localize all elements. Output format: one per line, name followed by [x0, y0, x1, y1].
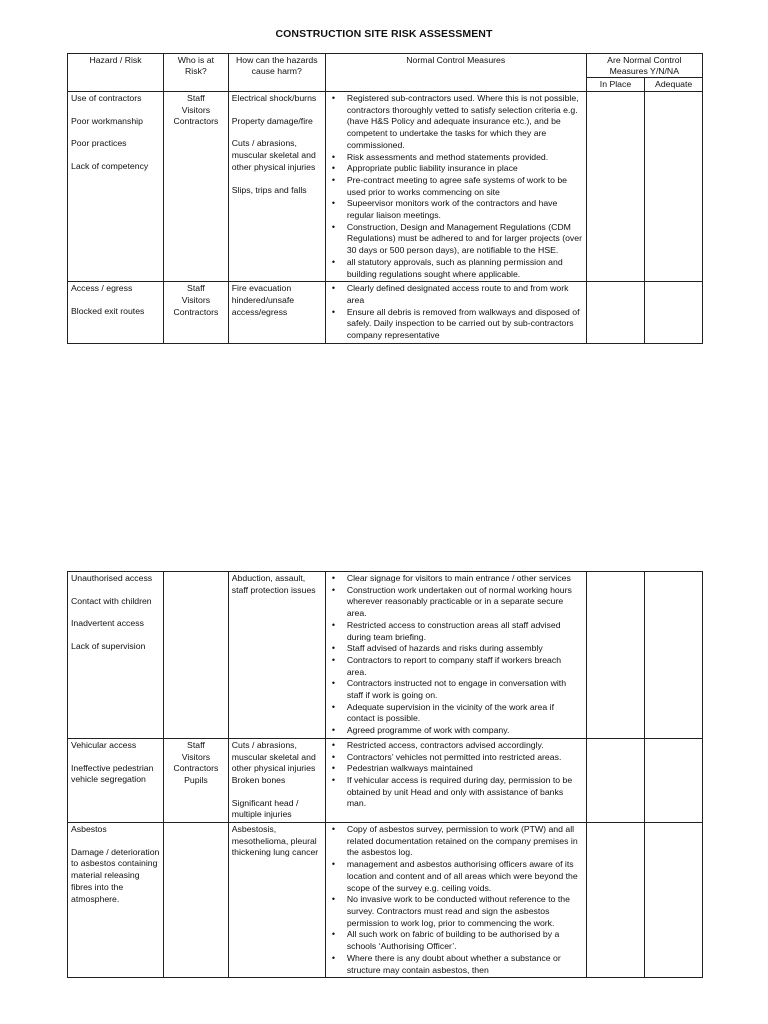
hazard-text: Access / egress: [71, 283, 133, 294]
control-measure-item: • Supeervisor monitors work of the contractors and have regular liaison meetings.: [347, 198, 583, 221]
control-measure-item: • Registered sub-contractors used. Where this is not possible, contractors thoroughly vetted to satisfy selection criteria e.g. (have H&S Policy and adequate insurance etc.), and be competent to undertake the tasks for which they are commissioned.: [347, 93, 583, 152]
header-hazard: Hazard / Risk: [68, 54, 164, 92]
who-at-risk-cell: [164, 738, 229, 822]
hazard-text: Contact with children: [71, 595, 152, 606]
who-at-risk-text: Contractors: [173, 306, 219, 317]
control-measures-list: [329, 740, 583, 810]
hazard-text-spacer: [71, 585, 160, 596]
how-harm-text: Property damage/fire: [231, 115, 313, 126]
control-measure-item: • Construction work undertaken out of normal working hours wherever reasonably practicable or in a separate secure area.: [347, 585, 583, 620]
who-at-risk-cell: [164, 823, 229, 978]
hazard-text: Poor practices: [71, 138, 127, 149]
control-measure-item: • Agreed programme of work with company.: [347, 725, 583, 737]
who-at-risk-text: Contractors: [173, 763, 219, 774]
hazard-text-spacer: [71, 295, 160, 306]
control-measure-item: • Pedestrian walkways maintained: [347, 763, 583, 775]
who-at-risk-cell: [164, 572, 229, 739]
table-row: [68, 282, 703, 344]
in-place-cell: [586, 92, 645, 282]
control-measures-list: [329, 824, 583, 976]
control-measure-item: • If vehicular access is required during day, permission to be obtained by unit Head and only with assistance of banks man.: [347, 775, 583, 810]
control-measure-item: • All such work on fabric of building to be authorised by a schools ‘Authorising Officer’.: [347, 929, 583, 952]
hazard-text: Poor workmanship: [71, 115, 143, 126]
hazard-text: Use of contractors: [71, 93, 142, 103]
hazard-text: Unauthorised access: [71, 573, 153, 583]
how-harm-text-spacer: [232, 127, 322, 138]
control-measure-item: • management and asbestos authorising officers aware of its location and content and of all areas which were beyond the scope of the survey e.g. ceiling voids.: [347, 859, 583, 894]
who-at-risk-text: Visitors: [181, 751, 211, 762]
control-measures-list: [329, 573, 583, 737]
header-control-measures: Normal Control Measures: [325, 54, 586, 92]
table-row: [68, 92, 703, 282]
hazard-text-spacer: [71, 150, 160, 161]
how-harm-cell: [228, 92, 325, 282]
hazard-text-spacer: [71, 630, 160, 641]
who-at-risk-text: Contractors: [173, 116, 219, 127]
control-measure-item: • Contractors to report to company staff if workers breach area.: [347, 655, 583, 678]
header-who-at-risk: Who is at Risk?: [164, 54, 229, 92]
hazard-text-spacer: [71, 836, 160, 847]
who-at-risk-text: Staff: [187, 739, 205, 750]
control-measure-item: • Clear signage for visitors to main entrance / other services: [347, 573, 583, 585]
control-measures-list: [329, 93, 583, 280]
hazard-text: Ineffective pedestrian vehicle segregation: [71, 762, 154, 785]
hazard-text-spacer: [71, 127, 160, 138]
who-at-risk-cell: [164, 282, 229, 344]
hazard-text: Lack of competency: [71, 161, 149, 172]
how-harm-cell: [228, 282, 325, 344]
header-adequate: Adequate: [645, 78, 703, 92]
adequate-cell: [645, 92, 703, 282]
who-at-risk-text: Visitors: [181, 294, 211, 305]
how-harm-cell: [228, 572, 325, 739]
hazard-text: Damage / deterioration to asbestos containing material releasing fibres into the atmosphere.: [71, 846, 160, 904]
control-measure-item: • Restricted access, contractors advised accordingly.: [347, 740, 583, 752]
how-harm-text: Cuts / abrasions, muscular skeletal and other physical injuries: [231, 138, 316, 172]
risk-assessment-table-continued: [67, 571, 703, 978]
control-measures-cell: [325, 92, 586, 282]
hazard-text-spacer: [71, 105, 160, 116]
hazard-text: Lack of supervision: [71, 641, 146, 652]
how-harm-text-spacer: [232, 787, 322, 798]
control-measure-item: • Staff advised of hazards and risks during assembly: [347, 643, 583, 655]
adequate-cell: [645, 823, 703, 978]
table-row: [68, 738, 703, 822]
who-at-risk-text: Pupils: [184, 774, 208, 785]
control-measure-item: • Ensure all debris is removed from walkways and disposed of safely. Daily inspection to be carried out by sub-contractors company representative: [347, 307, 583, 342]
control-measure-item: • Copy of asbestos survey, permission to work (PTW) and all related documentation retained on the company premises in the asbestos log.: [347, 824, 583, 859]
how-harm-text-spacer: [232, 105, 322, 116]
how-harm-cell: [228, 823, 325, 978]
control-measure-item: • Clearly defined designated access route to and from work area: [347, 283, 583, 306]
in-place-cell: [586, 282, 645, 344]
how-harm-cell: [228, 738, 325, 822]
how-harm-text: Fire evacuation hindered/unsafe access/egress: [231, 283, 295, 317]
how-harm-text: Slips, trips and falls: [231, 184, 307, 195]
header-how-harm: How can the hazards cause harm?: [228, 54, 325, 92]
header-in-place: In Place: [586, 78, 645, 92]
adequate-cell: [645, 282, 703, 344]
control-measure-item: • Contractors’ vehicles not permitted into restricted areas.: [347, 752, 583, 764]
in-place-cell: [586, 738, 645, 822]
control-measure-item: • Adequate supervision in the vicinity of the work area if contact is possible.: [347, 702, 583, 725]
who-at-risk-text: Visitors: [181, 104, 211, 115]
who-at-risk-text: Staff: [187, 93, 205, 103]
adequate-cell: [645, 572, 703, 739]
risk-assessment-table: [67, 53, 703, 344]
adequate-cell: [645, 738, 703, 822]
hazard-cell: [68, 738, 164, 822]
hazard-text-spacer: [71, 607, 160, 618]
control-measure-item: • Construction, Design and Management Regulations (CDM Regulations) must be adhered to and for larger projects (over 30 days or 500 person days), are notifiable to the HSE.: [347, 222, 583, 257]
how-harm-text: Electrical shock/burns: [231, 93, 317, 103]
control-measure-item: • Pre-contract meeting to agree safe systems of work to be used prior to works commencing on site: [347, 175, 583, 198]
how-harm-text: Abduction, assault, staff protection issues: [231, 573, 316, 595]
hazard-text-spacer: [71, 752, 160, 763]
in-place-cell: [586, 572, 645, 739]
control-measure-item: • Where there is any doubt about whether a substance or structure may contain asbestos, then: [347, 953, 583, 976]
hazard-text: Blocked exit routes: [71, 305, 145, 316]
control-measure-item: • No invasive work to be conducted without reference to the survey. Contractors must read and sign the asbestos permission to work log, prior to commencing the work.: [347, 894, 583, 929]
hazard-cell: [68, 823, 164, 978]
how-harm-text-spacer: [232, 174, 322, 185]
control-measures-cell: [325, 282, 586, 344]
table-row: [68, 572, 703, 739]
control-measure-item: • Contractors instructed not to engage in conversation with staff if work is going on.: [347, 678, 583, 701]
header-adequacy-group: Are Normal Control Measures Y/N/NA: [586, 54, 702, 78]
control-measure-item: • Restricted access to construction areas all staff advised during team briefing.: [347, 620, 583, 643]
hazard-cell: [68, 92, 164, 282]
how-harm-text: Cuts / abrasions, muscular skeletal and other physical injuries: [231, 739, 316, 774]
control-measures-cell: [325, 738, 586, 822]
control-measure-item: • Risk assessments and method statements provided.: [347, 152, 583, 164]
hazard-text: Vehicular access: [71, 739, 137, 750]
in-place-cell: [586, 823, 645, 978]
hazard-text: Asbestos: [71, 824, 107, 835]
control-measures-cell: [325, 823, 586, 978]
how-harm-text: Asbestosis, mesothelioma, pleural thickening lung cancer: [231, 824, 319, 858]
who-at-risk-text: Staff: [187, 283, 205, 294]
who-at-risk-cell: [164, 92, 229, 282]
control-measure-item: • Appropriate public liability insurance in place: [347, 163, 583, 175]
hazard-cell: [68, 572, 164, 739]
control-measures-cell: [325, 572, 586, 739]
control-measure-item: • all statutory approvals, such as planning permission and building regulations sought where applicable.: [347, 257, 583, 280]
how-harm-text: Broken bones: [231, 774, 286, 785]
how-harm-text: Significant head / multiple injuries: [231, 797, 299, 820]
control-measures-list: [329, 283, 583, 342]
document-title: CONSTRUCTION SITE RISK ASSESSMENT: [275, 28, 493, 40]
hazard-text: Inadvertent access: [71, 618, 144, 629]
hazard-cell: [68, 282, 164, 344]
table-row: [68, 823, 703, 978]
